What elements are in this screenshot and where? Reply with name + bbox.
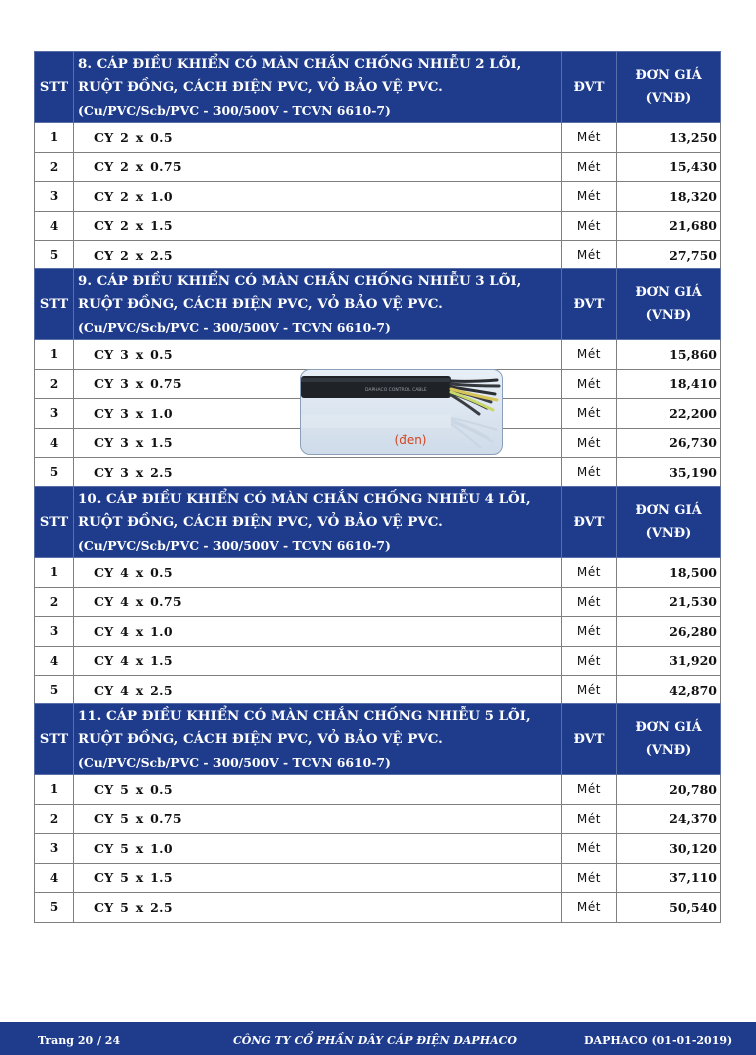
table-row: 4 CY 5 x 1.5 Mét 37,110: [35, 863, 721, 893]
cable-color-label: (đen): [394, 433, 427, 447]
unit-header: ĐVT: [562, 269, 617, 340]
page-number: Trang 20 / 24: [38, 1034, 121, 1047]
table-header: [35, 704, 721, 775]
unit-header: ĐVT: [562, 704, 617, 775]
table-row: 5 CY 5 x 2.5 Mét 50,540: [35, 893, 721, 923]
table-row: 4 CY 4 x 1.5 Mét 31,920: [35, 646, 721, 676]
section-title: 11. CÁP ĐIỀU KHIỂN CÓ MÀN CHẮN CHỐNG NHIỄU 5 LÕI, RUỘT ĐỒNG, CÁCH ĐIỆN PVC, VỎ BẢO VỆ PVC. (Cu/PVC/Scb/PVC - 300/500V - TCVN 6610-7): [74, 704, 562, 775]
stt-header: STT: [35, 704, 74, 775]
cable-print: DAPHACO CONTROL CABLE: [365, 388, 427, 393]
table-row: 2 CY 2 x 0.75 Mét 15,430: [35, 152, 721, 182]
table-row: 1 CY 4 x 0.5 Mét 18,500: [35, 558, 721, 588]
table-row: 4 CY 2 x 1.5 Mét 21,680: [35, 211, 721, 241]
table-row: 2 CY 5 x 0.75 Mét 24,370: [35, 804, 721, 834]
table-header: [35, 269, 721, 340]
unit-header: ĐVT: [562, 52, 617, 123]
price-header: ĐƠN GIÁ (VNĐ): [617, 704, 721, 775]
table-row: 3 CY 5 x 1.0 Mét 30,120: [35, 834, 721, 864]
table-row: 2 CY 3 x 0.75 Mét 18,410: [35, 369, 721, 399]
cable-photo: [300, 369, 503, 455]
price-table-section-10: [34, 486, 721, 706]
price-table-section-11: [34, 703, 721, 923]
table-row: 3 CY 4 x 1.0 Mét 26,280: [35, 617, 721, 647]
table-header: [35, 52, 721, 123]
document-code: DAPHACO (01-01-2019): [584, 1034, 733, 1047]
table-row: 3 CY 2 x 1.0 Mét 18,320: [35, 182, 721, 212]
table-row: 5 CY 4 x 2.5 Mét 42,870: [35, 676, 721, 706]
price-header: ĐƠN GIÁ (VNĐ): [617, 269, 721, 340]
page-footer: [0, 1022, 756, 1055]
stt-header: STT: [35, 269, 74, 340]
price-header: ĐƠN GIÁ (VNĐ): [617, 52, 721, 123]
table-row: 4 CY 3 x 1.5 Mét 26,730: [35, 428, 721, 458]
section-title: 9. CÁP ĐIỀU KHIỂN CÓ MÀN CHẮN CHỐNG NHIỄU 3 LÕI, RUỘT ĐỒNG, CÁCH ĐIỆN PVC, VỎ BẢO VỆ PVC. (Cu/PVC/Scb/PVC - 300/500V - TCVN 6610-7): [74, 269, 562, 340]
table-row: 2 CY 4 x 0.75 Mét 21,530: [35, 587, 721, 617]
table-row: 1 CY 3 x 0.5 Mét 15,860: [35, 340, 721, 370]
table-row: 3 CY 3 x 1.0 Mét 22,200: [35, 399, 721, 429]
price-table-section-8: [34, 51, 721, 271]
table-header: [35, 487, 721, 558]
table-row: 1 CY 2 x 0.5 Mét 13,250: [35, 123, 721, 153]
table-row: 1 CY 5 x 0.5 Mét 20,780: [35, 775, 721, 805]
company-name: CÔNG TY CỔ PHẦN DÂY CÁP ĐIỆN DAPHACO: [233, 1034, 517, 1047]
unit-header: ĐVT: [562, 487, 617, 558]
price-header: ĐƠN GIÁ (VNĐ): [617, 487, 721, 558]
section-title: 8. CÁP ĐIỀU KHIỂN CÓ MÀN CHẮN CHỐNG NHIỄU 2 LÕI, RUỘT ĐỒNG, CÁCH ĐIỆN PVC, VỎ BẢO VỆ PVC. (Cu/PVC/Scb/PVC - 300/500V - TCVN 6610-7): [74, 52, 562, 123]
stt-header: STT: [35, 487, 74, 558]
section-title: 10. CÁP ĐIỀU KHIỂN CÓ MÀN CHẮN CHỐNG NHIỄU 4 LÕI, RUỘT ĐỒNG, CÁCH ĐIỆN PVC, VỎ BẢO VỆ PVC. (Cu/PVC/Scb/PVC - 300/500V - TCVN 6610-7): [74, 487, 562, 558]
table-row: 5 CY 2 x 2.5 Mét 27,750: [35, 241, 721, 271]
stt-header: STT: [35, 52, 74, 123]
table-row: 5 CY 3 x 2.5 Mét 35,190: [35, 458, 721, 488]
